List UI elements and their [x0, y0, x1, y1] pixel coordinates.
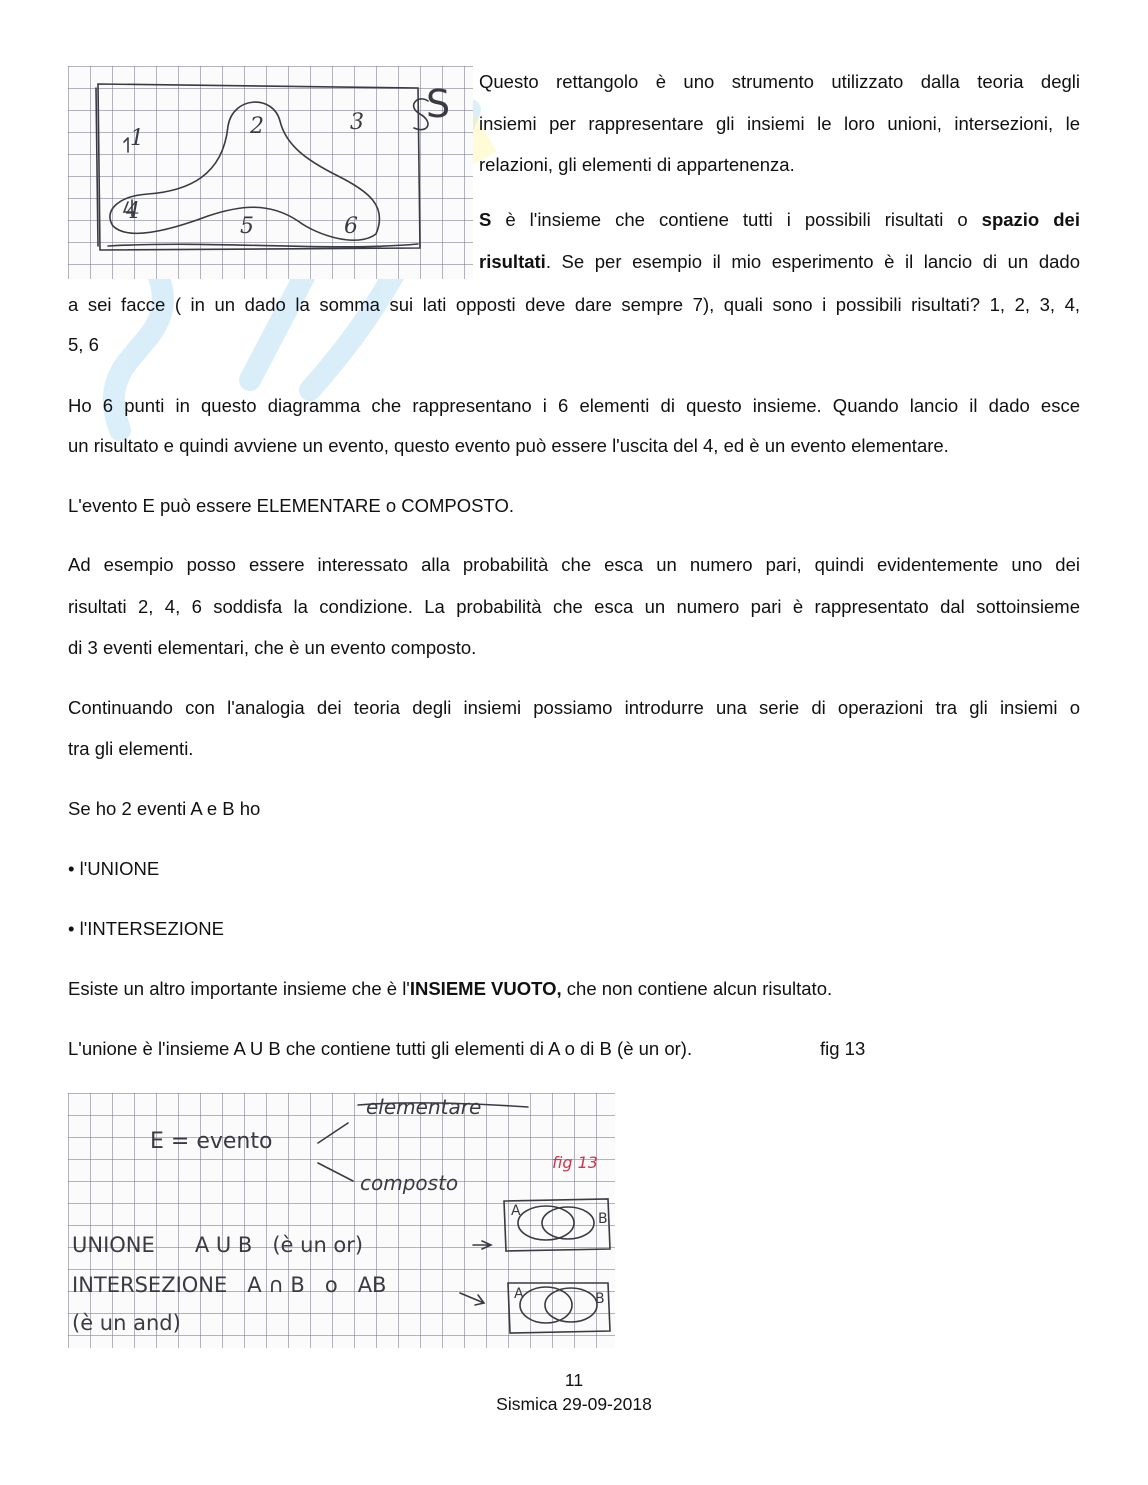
bullet-intersezione: • l'INTERSEZIONE [68, 918, 224, 939]
venn-a-label-intersection: A [514, 1286, 524, 1302]
paragraph-line-risultati [479, 250, 1080, 274]
element-label-2: 2 [250, 114, 264, 139]
paragraph-line: L'evento E può essere ELEMENTARE o COMPOSTO. [68, 495, 514, 516]
footer-author-date: Sismica 29-09-2018 [496, 1394, 652, 1414]
element-label-4: 4 [126, 199, 140, 224]
paragraph-line: un risultato e quindi avviene un evento, questo evento può essere l'uscita del 4, ed è un evento elementare. [68, 435, 949, 456]
paragraph-line: Ho 6 punti in questo diagramma che rappresentano i 6 elementi di questo insieme. Quando lancio il dado esce [68, 395, 1080, 416]
venn-b-label-union: B [598, 1211, 608, 1227]
text-span: che non contiene alcun risultato. [561, 978, 833, 999]
paragraph-line-vuoto [68, 977, 1080, 1001]
note-and-row: (è un and) [72, 1311, 181, 1335]
paragraph-line: Questo rettangolo è uno strumento utilizzato dalla teoria degli [479, 71, 1080, 92]
paragraph-line: 5, 6 [68, 334, 99, 355]
note-evento: E = evento [150, 1129, 273, 1154]
paragraph-line: L'unione è l'insieme A U B che contiene tutti gli elementi di A o di B (è un or). [68, 1038, 693, 1059]
text-span: è l'insieme che contiene tutti i possibili risultati o [491, 209, 982, 230]
set-s-label: S [426, 82, 451, 126]
text-span: Esiste un altro importante insieme che è l' [68, 978, 410, 999]
page-number: 11 [564, 1370, 584, 1390]
note-unione-row: UNIONE A U B (è un or) [72, 1233, 364, 1257]
note-elementare: elementare [366, 1095, 482, 1119]
element-label-6: 6 [344, 214, 358, 239]
bold-s: S [479, 209, 492, 230]
set-diagram-sketch [68, 66, 473, 279]
paragraph-line: Continuando con l'analogia dei teoria degli insiemi possiamo introdurre una serie di operazioni tra gli insiemi o [68, 697, 1080, 718]
handwritten-notes-sketch [68, 1093, 615, 1348]
paragraph-line: Ad esempio posso essere interessato alla probabilità che esca un numero pari, quindi evidentemente uno dei [68, 554, 1080, 575]
paragraph-line: insiemi per rappresentare gli insiemi le loro unioni, intersezioni, le [479, 113, 1080, 134]
note-composto: composto [360, 1171, 459, 1195]
paragraph-line-s [479, 208, 1080, 232]
paragraph-line: relazioni, gli elementi di appartenenza. [479, 154, 795, 175]
paragraph-line: risultati 2, 4, 6 soddisfa la condizione. La probabilità che esca un numero pari è rappresentato dal sottoinsieme [68, 596, 1080, 617]
bold-spazio-dei: spazio dei [981, 209, 1080, 230]
element-label-3: 3 [350, 110, 364, 135]
bold-risultati: risultati [479, 251, 546, 272]
note-fig-label: fig 13 [552, 1153, 598, 1172]
venn-b-label-intersection: B [595, 1291, 605, 1307]
note-intersezione-row: INTERSEZIONE A ∩ B o AB [72, 1273, 387, 1297]
bold-insieme-vuoto: INSIEME VUOTO, [409, 978, 562, 999]
bullet-unione: • l'UNIONE [68, 858, 160, 879]
venn-a-label-union: A [511, 1203, 521, 1219]
paragraph-line: a sei facce ( in un dado la somma sui lati opposti deve dare sempre 7), quali sono i possibili risultati? 1, 2, 3, 4, [68, 294, 1080, 315]
element-label-1: 1 [130, 126, 144, 151]
paragraph-line: di 3 eventi elementari, che è un evento composto. [68, 637, 477, 658]
paragraph-line: tra gli elementi. [68, 738, 194, 759]
element-label-5: 5 [240, 214, 254, 239]
text-span: . Se per esempio il mio esperimento è il lancio di un dado [545, 251, 1080, 272]
paragraph-line: Se ho 2 eventi A e B ho [68, 798, 261, 819]
fig-reference: fig 13 [820, 1038, 866, 1059]
